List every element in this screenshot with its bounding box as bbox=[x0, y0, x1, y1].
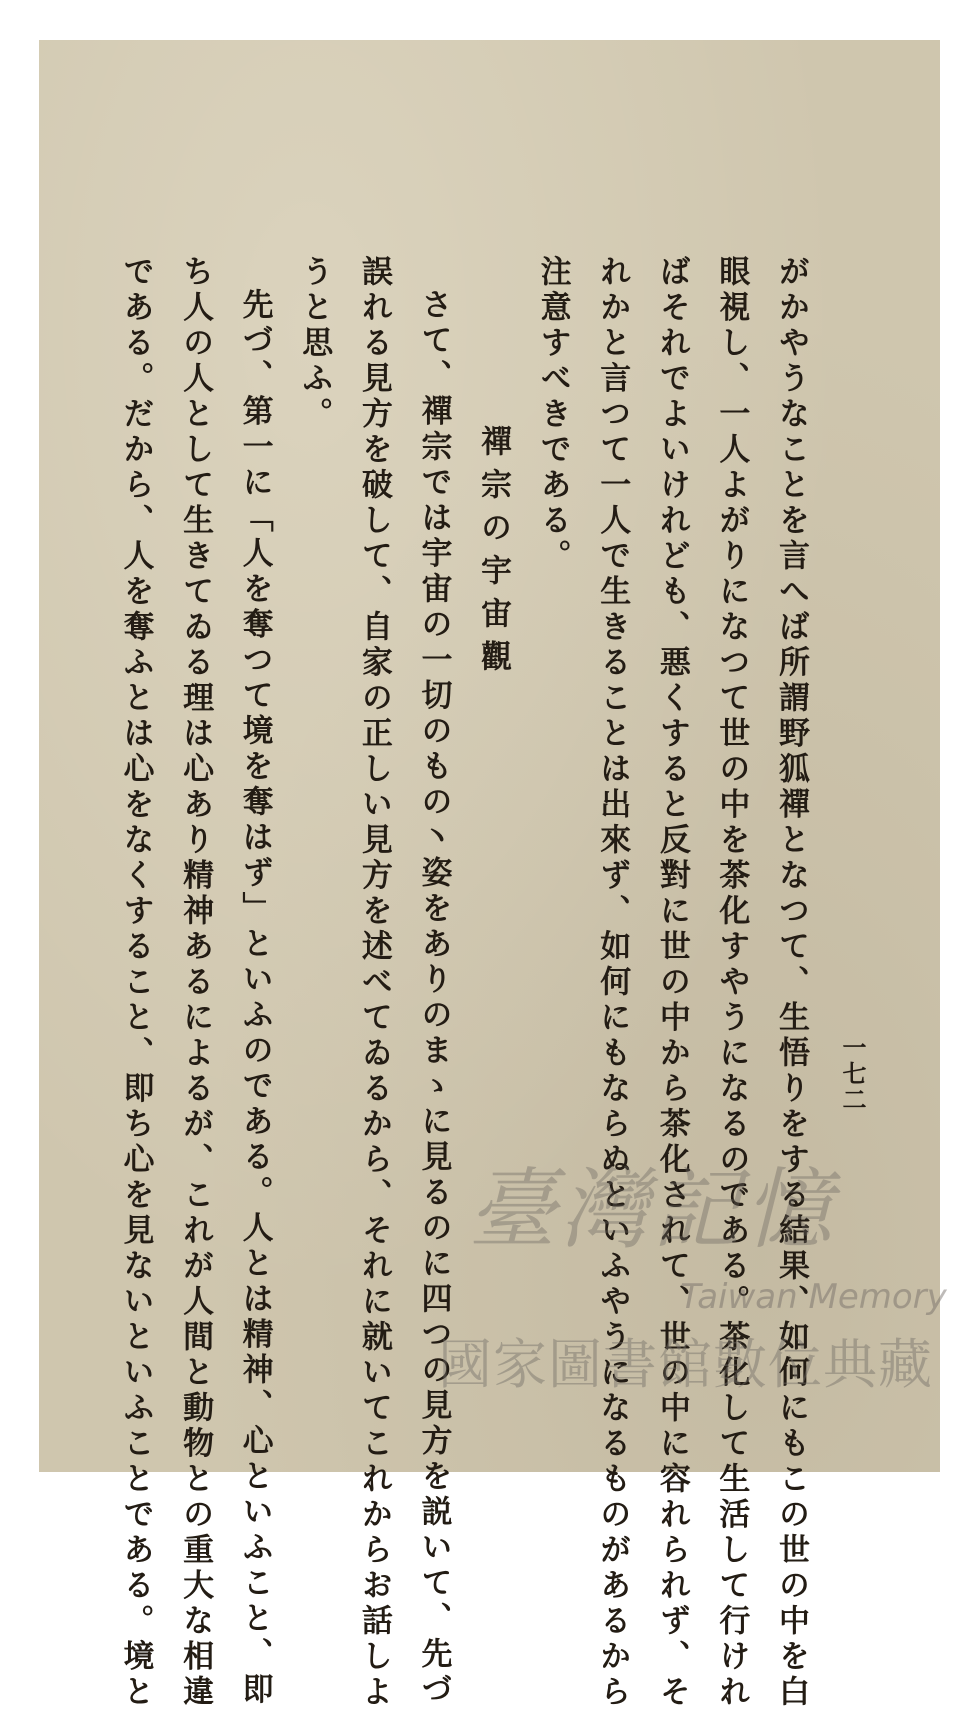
watermark-english: Taiwan Memory bbox=[680, 1277, 947, 1317]
text-line: 眼視し、一人よがりになつて世の中を茶化すやうになるのである。茶化して生活して行けれ bbox=[713, 255, 750, 1711]
text-line: れかと言つて一人で生きることは出來ず、如何にもならぬといふやうになるものがあるから bbox=[594, 255, 631, 1711]
text-line: ち人の人として生きてゐる理は心あり精神あるによるが、これが人間と動物との重大な相違 bbox=[177, 255, 214, 1711]
watermark-logo: 臺灣記憶 bbox=[468, 1158, 837, 1261]
text-line: さて、禪宗では宇宙の一切のもの丶姿をありのまゝに見るのに四つの見方を説いて、先づ bbox=[415, 288, 452, 1708]
text-line: うと思ふ。 bbox=[296, 255, 333, 433]
text-line: 注意すべきである。 bbox=[534, 255, 571, 575]
section-heading: 禪宗の宇宙觀 bbox=[475, 425, 512, 683]
page-number: 一七二 bbox=[838, 1035, 867, 1113]
text-line: 先づ、第一に「人を奪つて境を奪はず」といふのである。人とは精神、心といふこと、即 bbox=[236, 288, 273, 1708]
text-line: ばそれでよいけれども、悪くすると反對に世の中から茶化されて、世の中に容れられず、そ bbox=[653, 255, 690, 1711]
text-line: である。だから、人を奪ふとは心をなくすること、即ち心を見ないといふことである。境と bbox=[117, 255, 154, 1711]
text-line: がかやうなことを言へば所謂野狐禪となつて、生悟りをする結果、如何にもこの世の中を白 bbox=[773, 255, 809, 1711]
text-line: 誤れる見方を破して、自家の正しい見方を述べてゐるから、それに就いてこれからお話しよ bbox=[355, 255, 392, 1711]
watermark-subtitle: 國家圖書館數位典藏 bbox=[438, 1333, 933, 1396]
